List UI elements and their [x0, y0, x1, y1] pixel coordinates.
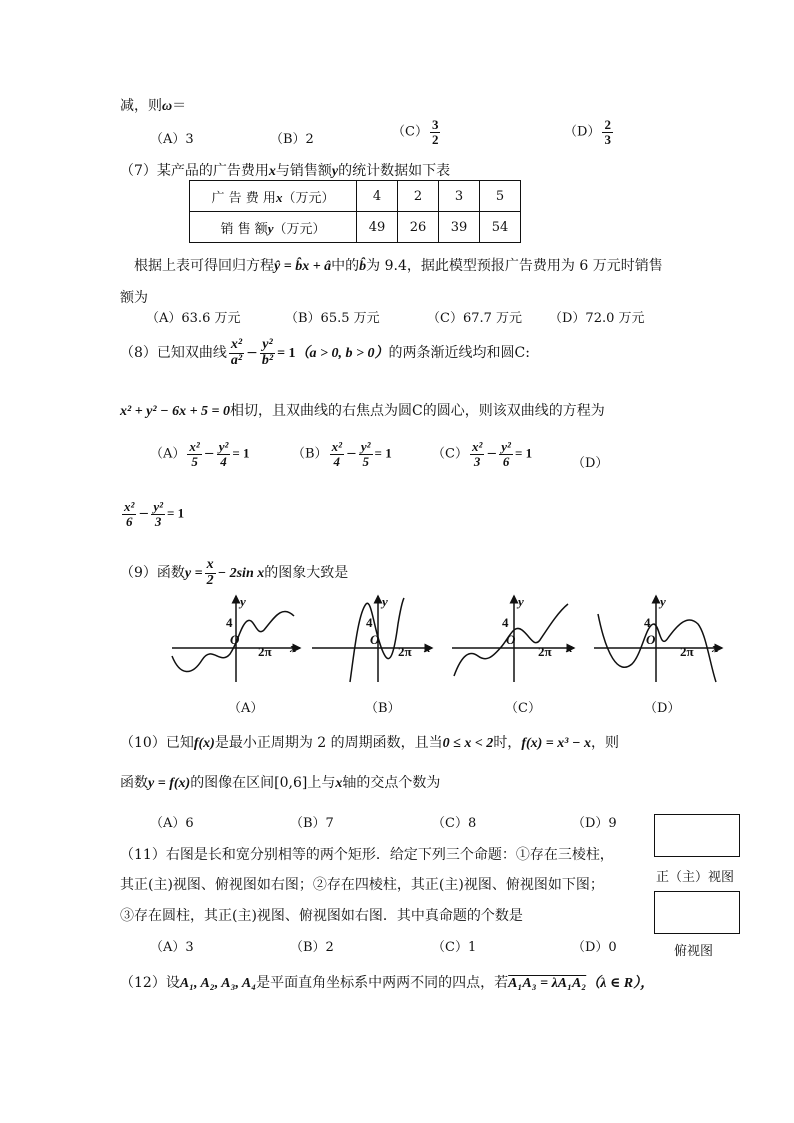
axis-y: y [382, 594, 388, 609]
q6-option-c [392, 118, 442, 146]
table-cell: 49 [357, 212, 398, 243]
graph-c-x-label [566, 640, 573, 656]
q9-text-a: （9）函数 [120, 565, 185, 582]
frac-den: 4 [333, 453, 341, 469]
q10-stem [120, 732, 619, 752]
frac-den: b² [261, 352, 274, 368]
table-row [190, 212, 521, 243]
points-a1-a4: A₁, A₂, A₃, A₄ [179, 976, 257, 991]
tick: 4 [644, 615, 651, 630]
frac-num: 3 [431, 117, 439, 132]
q7-line2-text-c: 为 9.4，据此模型预报广告费用为 6 万元时销售 [366, 258, 663, 274]
q7-stem [120, 160, 450, 180]
q10-text-c: 时， [493, 735, 522, 751]
top-view-rectangle [654, 891, 740, 934]
origin: O [370, 632, 380, 647]
frac-den: 2 [206, 572, 214, 588]
frac-den: 5 [191, 453, 198, 469]
q8-option-b: （B） $\frac{\text{x²}}{4}$ − $\frac{\text{y²}}{5}$ = 1 [292, 439, 392, 469]
q7-option-a: （A）63.6 万元 [146, 311, 241, 326]
q8-option-a: （A） $\frac{\text{x²}}{5}$ − $\frac{\text{y²}}{4}$ = 1 [150, 439, 250, 469]
graph-a-tick-4 [226, 615, 233, 631]
q7-text-a: （7）某产品的广告费用 [120, 163, 269, 179]
q10-line2-text-c: 轴的交点个数为 [342, 775, 441, 791]
q12-text-b: 是平面直角坐标系中两两不同的四点，若 [256, 975, 509, 991]
axis-x: x [424, 640, 431, 655]
axis-y: y [240, 594, 246, 609]
q8-stem: （8）已知双曲线 $\frac{\text{x²}}{\text{a²}}$ − $\frac{\text{y²}}{\text{b²}}$ = 1（a > 0, b > 0）的两条渐近线均和圆C: [120, 337, 530, 368]
row-head-text: 广 告 费 用 [211, 190, 276, 206]
q8-text-c: 相切，且双曲线的右焦点为圆C的圆心，则该双曲线的方程为 [230, 403, 605, 419]
graph-c-origin [506, 632, 515, 648]
frac-num: y² [501, 439, 511, 454]
q10-condition: 0 ≤ x < 2 [442, 736, 494, 751]
equals-sign: ＝ [172, 98, 187, 114]
equals-one: = 1 [514, 445, 533, 461]
q7-option-c: （C）67.7 万元 [427, 311, 523, 326]
equals-one: = 1 [166, 505, 185, 521]
q9-text-b: 的图象大致是 [264, 565, 349, 582]
tick: 4 [366, 615, 373, 630]
frac-num: y² [360, 439, 371, 454]
option-frac-x [122, 500, 136, 528]
graph-label-c: （C） [505, 701, 541, 716]
table-row [190, 181, 521, 212]
q7-option-b: （B）65.5 万元 [285, 311, 380, 326]
graph-d-tick-4 [644, 615, 651, 631]
origin: O [506, 632, 516, 647]
tick: 2π [538, 644, 552, 659]
axis-x: x [566, 640, 573, 655]
frac-num: 2 [604, 117, 611, 132]
b-hat: b̂ [359, 259, 367, 274]
tick: 4 [502, 615, 509, 630]
frac-den: a² [230, 352, 243, 368]
option-frac-y [499, 440, 513, 468]
frac-num: x² [331, 439, 342, 454]
q12-condition: （λ ∈ R）， [586, 976, 655, 991]
q6-option-d-fraction [602, 118, 613, 146]
table-cell: 26 [398, 212, 439, 243]
graph-c-y-label [518, 594, 524, 610]
graph-d [594, 596, 722, 682]
fx-definition: f(x) = x³ − x [521, 736, 591, 751]
q6-option-c-fraction [430, 118, 441, 146]
q6-option-c-label: （C） [392, 124, 428, 140]
axis-x: x [290, 640, 297, 655]
frac-num: x² [471, 439, 483, 454]
var-x: x [275, 189, 283, 205]
axis-y: y [518, 594, 524, 609]
front-view-rectangle [654, 814, 740, 857]
var-x: x [335, 776, 343, 791]
q10-text-d: ，则 [590, 735, 619, 751]
q11-option-d: （D）0 [572, 940, 617, 955]
graph-d-y-label [660, 594, 666, 610]
option-label: （C） [432, 446, 468, 462]
equals-one: = 1 [277, 346, 296, 362]
graph-b-origin [370, 632, 379, 648]
q10-option-a: （A）6 [150, 816, 194, 831]
frac-num: x² [230, 337, 243, 352]
option-frac-y [217, 440, 231, 468]
frac-num: x [206, 557, 214, 572]
q6-text: 减，则 [120, 98, 162, 114]
top-view-label: 俯视图 [674, 944, 714, 959]
frac-den: 6 [125, 513, 133, 529]
graph-a-tick-2pi [258, 644, 272, 660]
q7-text-b: 与销售额 [275, 163, 332, 179]
q7-text-c: 的统计数据如下表 [338, 163, 451, 179]
row-head-unit: （万元） [273, 221, 326, 237]
row-head-text: 销 售 额 [220, 221, 268, 237]
q10-text-a: （10）已知 [120, 735, 194, 751]
q10-line2-text-b: 的图像在区间[0,6]上与 [190, 775, 336, 791]
front-view-label: 正（主）视图 [656, 870, 735, 885]
q10-option-d: （D）9 [572, 816, 617, 831]
graph-d-origin [646, 632, 655, 648]
q10-line2 [120, 772, 440, 792]
graph-c-tick-2pi [538, 644, 552, 660]
equals-one: = 1 [232, 445, 250, 461]
option-frac-x [187, 440, 201, 468]
q10-line2-text-a: 函数 [120, 775, 148, 791]
q6-option-d-label: （D） [564, 124, 601, 140]
table-cell: 2 [398, 181, 439, 212]
frac-num: x² [189, 439, 200, 454]
tick: 4 [226, 615, 233, 630]
frac-den: 3 [154, 513, 162, 529]
q8-option-d: $\frac{\text{x²}}{6}$ − $\frac{\text{y²}}{3}$ = 1 [124, 499, 185, 529]
q10-option-b: （B）7 [290, 816, 334, 831]
row-head-unit: （万元） [282, 190, 335, 206]
table-cell: 4 [357, 181, 398, 212]
graph-b-x-label [424, 640, 431, 656]
graph-c-tick-4 [502, 615, 509, 631]
q7-line3: 额为 [120, 290, 148, 306]
y2-over-b2 [260, 338, 275, 368]
frac-num: y² [153, 499, 163, 514]
frac-num: y² [260, 338, 275, 354]
graph-label-a: （A） [228, 701, 264, 716]
y-equals-fx: y = f(x) [148, 776, 191, 791]
tick: 2π [398, 644, 412, 659]
q12-stem [120, 972, 654, 992]
q6-option-b: （B）2 [270, 132, 314, 147]
option-frac-y [151, 500, 165, 528]
frac-den: 4 [220, 453, 227, 469]
axis-y: y [660, 594, 666, 609]
x2-over-a2 [229, 338, 244, 368]
q10-text-b: 是最小正周期为 2 的周期函数，且当 [214, 735, 443, 751]
q7-data-table [189, 180, 521, 243]
q11-line3: ③存在圆柱，其正(主)视图、俯视图如右图．其中真命题的个数是 [120, 908, 523, 924]
q6-option-d [564, 118, 615, 146]
graph-a-y-label [240, 594, 246, 610]
frac-num: y² [218, 439, 229, 454]
option-label: （B） [292, 446, 328, 462]
graph-label-b: （B） [365, 701, 401, 716]
axis-x: x [712, 640, 719, 655]
regression-equation: ŷ = b̂x + â [274, 259, 332, 274]
table-row-head [190, 212, 357, 243]
q11-line1: （11）右图是长和宽分别相等的两个矩形．给定下列三个命题：①存在三棱柱， [120, 847, 614, 863]
var-y: y [267, 220, 274, 236]
tick: 2π [680, 644, 694, 659]
frac-num: x² [124, 499, 135, 514]
option-label: （A） [150, 446, 186, 462]
q11-line2: 其正(主)视图、俯视图如右图；②存在四棱柱，其正(主)视图、俯视图如下图； [120, 877, 604, 893]
q8-text-b: 的两条渐近线均和圆C: [388, 345, 530, 362]
q11-option-c: （C）1 [432, 940, 477, 955]
var-x: x [268, 164, 276, 179]
frac-den: 2 [431, 131, 439, 147]
q6-stem [120, 95, 186, 115]
table-cell: 54 [480, 212, 521, 243]
graph-d-x-label [712, 640, 719, 656]
q8-option-d-label: （D） [572, 456, 609, 471]
frac-den: 5 [362, 453, 369, 469]
func-y: y = [184, 566, 203, 582]
graph-a-origin [230, 632, 239, 648]
option-frac-y [359, 440, 373, 468]
graph-a-x-label [290, 640, 297, 656]
q7-line2-text-a: 根据上表可得回归方程 [134, 258, 274, 274]
option-frac-x [470, 440, 484, 468]
q7-line2-text-b: 中的 [331, 258, 360, 274]
q8-line2 [120, 400, 605, 420]
frac-den: 6 [502, 453, 510, 469]
q9-stem [120, 558, 348, 588]
graph-b-tick-2pi [398, 644, 412, 660]
q7-line2 [134, 255, 663, 275]
q8-text-a: （8）已知双曲线 [120, 345, 227, 362]
func-rest: − 2sin x [217, 566, 265, 582]
q11-option-b: （B）2 [290, 940, 334, 955]
circle-equation: x² + y² − 6x + 5 = 0 [120, 404, 231, 419]
table-row-head [190, 181, 357, 212]
equals-one: = 1 [374, 445, 392, 461]
table-cell: 3 [439, 181, 480, 212]
q8-condition: （a > 0, b > 0） [295, 346, 389, 362]
vector-equation: A₁A₃ = λA₁A₂ [508, 976, 587, 991]
var-y: y [331, 164, 339, 179]
graph-d-tick-2pi [680, 644, 694, 660]
option-frac-x [330, 440, 344, 468]
q11-option-a: （A）3 [150, 940, 194, 955]
tick: 2π [258, 644, 272, 659]
table-cell: 39 [439, 212, 480, 243]
origin: O [646, 632, 656, 647]
q12-text-a: （12）设 [120, 975, 180, 991]
q7-option-d: （D）72.0 万元 [549, 311, 645, 326]
graph-label-d: （D） [644, 701, 681, 716]
omega-symbol: ω [162, 99, 173, 114]
x-over-2 [205, 558, 216, 588]
q10-option-c: （C）8 [432, 816, 477, 831]
frac-den: 3 [473, 453, 481, 469]
origin: O [230, 632, 240, 647]
graph-b-tick-4 [366, 615, 373, 631]
graph-b-y-label [382, 594, 388, 610]
fx: f(x) [193, 736, 215, 751]
frac-den: 3 [604, 131, 611, 147]
table-cell: 5 [480, 181, 521, 212]
q8-option-c: （C） $\frac{\text{x²}}{3}$ − $\frac{\text{y²}}{6}$ = 1 [432, 439, 533, 469]
q6-option-a: （A）3 [150, 132, 194, 147]
